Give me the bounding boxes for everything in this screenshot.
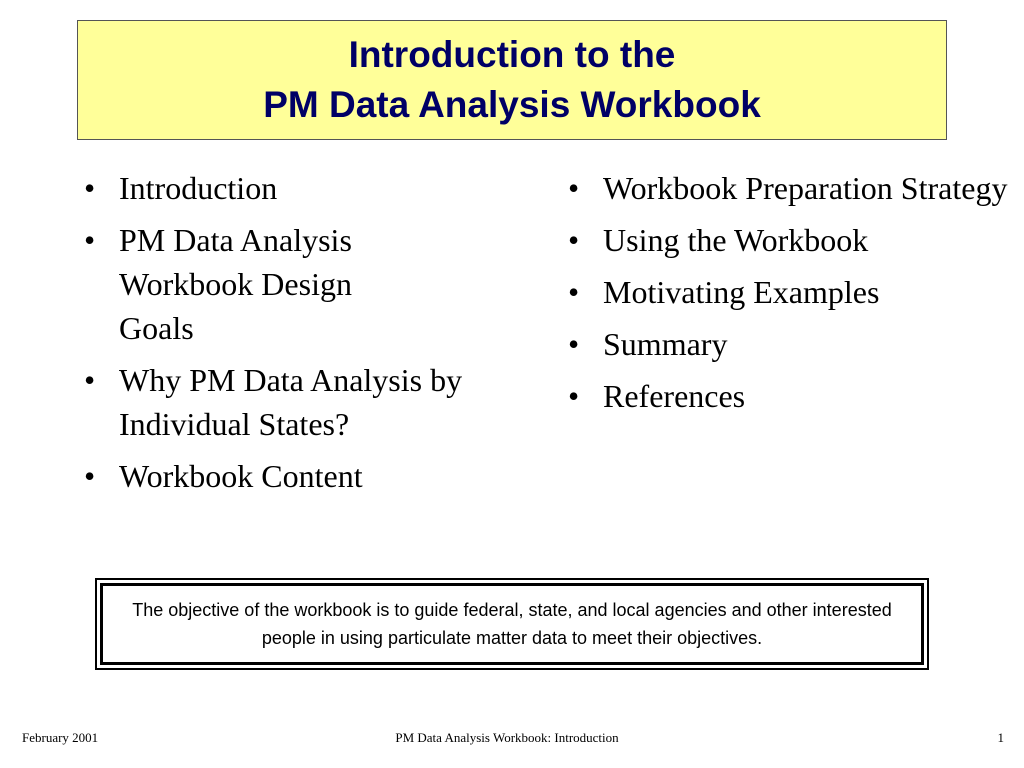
- bullet-list-right: [568, 166, 1008, 426]
- bullet-text: Summary: [603, 326, 728, 362]
- bullet-icon: •: [84, 458, 96, 494]
- bullet-list-left: [84, 166, 514, 506]
- bullet-item: [568, 270, 1008, 314]
- bullet-item: [568, 374, 1008, 418]
- bullet-item: [84, 218, 419, 350]
- bullet-item: [84, 358, 514, 446]
- bullet-icon: •: [568, 378, 580, 414]
- slide-title-box: [77, 20, 947, 140]
- bullet-item: [84, 166, 514, 210]
- bullet-item: [568, 166, 1008, 210]
- objective-note-inner-border: [100, 583, 924, 665]
- bullet-text: References: [603, 378, 746, 414]
- bullet-text: Why PM Data Analysis by Individual States?: [119, 362, 463, 442]
- bullet-item: [568, 322, 1008, 366]
- bullet-item: [84, 454, 514, 498]
- slide-title-line-1: Introduction to the: [348, 34, 676, 75]
- bullet-icon: •: [568, 274, 580, 310]
- bullet-icon: •: [568, 222, 580, 258]
- objective-note-box: [95, 578, 929, 670]
- bullet-icon: •: [84, 222, 96, 258]
- bullet-text: Workbook Content: [119, 458, 363, 494]
- bullet-text: Motivating Examples: [603, 274, 880, 310]
- footer-title: PM Data Analysis Workbook: Introduction: [395, 730, 619, 745]
- bullet-icon: •: [84, 170, 96, 206]
- footer-date: February 2001: [22, 730, 99, 745]
- bullet-text: Introduction: [119, 170, 278, 206]
- bullet-text: PM Data Analysis Workbook Design Goals: [119, 222, 352, 346]
- footer-page-number: 1: [997, 730, 1004, 745]
- bullet-text: Using the Workbook: [603, 222, 869, 258]
- bullet-icon: •: [84, 362, 96, 398]
- bullet-icon: •: [568, 326, 580, 362]
- bullet-text: Workbook Preparation Strategy: [603, 170, 1008, 206]
- bullet-item: [568, 218, 1008, 262]
- slide-title-line-2: PM Data Analysis Workbook: [263, 84, 761, 125]
- objective-note-text: The objective of the workbook is to guide federal, state, and local agencies and other interested people in using particulate matter data to meet their objectives.: [132, 600, 892, 648]
- bullet-icon: •: [568, 170, 580, 206]
